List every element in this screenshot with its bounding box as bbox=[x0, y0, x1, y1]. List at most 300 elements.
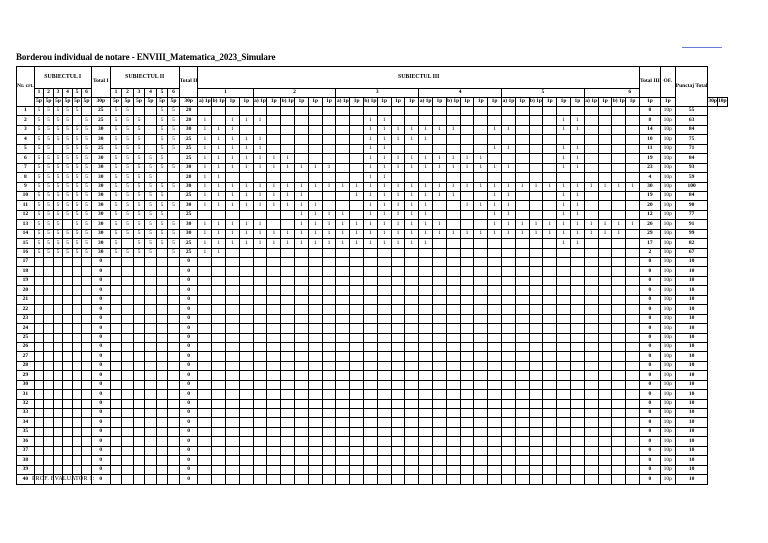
row-number: 3 bbox=[17, 125, 35, 134]
row-number: 28 bbox=[17, 361, 35, 370]
s3-score bbox=[432, 144, 446, 153]
s3-score bbox=[336, 107, 350, 116]
s3-score: 1 bbox=[226, 154, 240, 163]
s3-score bbox=[446, 107, 460, 116]
s2-score bbox=[122, 399, 134, 408]
row-number: 23 bbox=[17, 314, 35, 323]
s2-score bbox=[110, 305, 122, 314]
s3-score: 1 bbox=[405, 191, 419, 200]
s3-score bbox=[405, 314, 419, 323]
s3-score bbox=[543, 135, 557, 144]
s3-score: 1 bbox=[364, 163, 378, 172]
s3-score bbox=[226, 446, 240, 455]
s2-score: 5 bbox=[133, 191, 145, 200]
s3-score: 1 bbox=[267, 229, 281, 238]
s3-score bbox=[570, 352, 584, 361]
s3-score bbox=[501, 173, 515, 182]
table-row bbox=[17, 342, 728, 351]
s3-score bbox=[253, 314, 267, 323]
s3-score bbox=[212, 390, 226, 399]
total1-cell: 0 bbox=[91, 276, 110, 285]
s3-score bbox=[267, 324, 281, 333]
s1-score bbox=[53, 399, 63, 408]
s3-score bbox=[515, 107, 529, 116]
punctaj-total-cell: 67 bbox=[675, 248, 708, 257]
total3-cell: 0 bbox=[639, 456, 660, 465]
total2-cell: 20 bbox=[179, 173, 198, 182]
s3-score bbox=[405, 409, 419, 418]
s2-score: 5 bbox=[122, 173, 134, 182]
total2-cell: 0 bbox=[179, 314, 198, 323]
s3-score: 1 bbox=[267, 239, 281, 248]
header-s3-subpoint: b) 1p bbox=[612, 98, 626, 107]
s3-score bbox=[267, 380, 281, 389]
s3-score: 1 bbox=[295, 182, 309, 191]
s3-score bbox=[267, 361, 281, 370]
total3-cell: 0 bbox=[639, 437, 660, 446]
s3-score bbox=[598, 276, 612, 285]
s3-score bbox=[308, 305, 322, 314]
s3-score: 1 bbox=[198, 239, 212, 248]
s2-score: 5 bbox=[122, 135, 134, 144]
s3-score bbox=[377, 427, 391, 436]
s3-score bbox=[488, 135, 502, 144]
header-s3-subpoint: 1p bbox=[515, 98, 529, 107]
s3-score bbox=[501, 475, 515, 484]
s3-score: 1 bbox=[474, 182, 488, 191]
s3-score bbox=[198, 418, 212, 427]
header-s3-subpoint: 1p bbox=[308, 98, 322, 107]
s3-score: 1 bbox=[364, 191, 378, 200]
s3-score bbox=[364, 258, 378, 267]
s3-score bbox=[419, 352, 433, 361]
s3-score bbox=[557, 173, 571, 182]
s1-score bbox=[82, 342, 92, 351]
s3-score bbox=[446, 475, 460, 484]
s3-score: 1 bbox=[584, 229, 598, 238]
s3-score bbox=[308, 333, 322, 342]
s3-score bbox=[295, 380, 309, 389]
s3-score bbox=[612, 135, 626, 144]
header-s3-subpoint: a) 1p bbox=[336, 98, 350, 107]
row-number: 33 bbox=[17, 409, 35, 418]
s3-score bbox=[350, 144, 364, 153]
s3-score: 1 bbox=[253, 154, 267, 163]
total1-cell: 25 bbox=[91, 116, 110, 125]
s3-score bbox=[350, 258, 364, 267]
s3-score bbox=[419, 258, 433, 267]
s3-score bbox=[350, 267, 364, 276]
s3-score bbox=[474, 267, 488, 276]
s2-score: 5 bbox=[122, 116, 134, 125]
s3-score bbox=[267, 418, 281, 427]
s2-score bbox=[156, 456, 168, 465]
s3-score bbox=[543, 191, 557, 200]
s3-score: 1 bbox=[557, 220, 571, 229]
header-s3-item: 3 bbox=[336, 89, 419, 98]
header-s3-subpoint: 1p bbox=[295, 98, 309, 107]
header-of: OF. bbox=[660, 67, 675, 98]
s3-score bbox=[239, 371, 253, 380]
s2-score bbox=[122, 361, 134, 370]
s3-score bbox=[474, 286, 488, 295]
header-s3-subpoint: 1p bbox=[226, 98, 240, 107]
s1-score bbox=[72, 456, 82, 465]
s3-score bbox=[267, 116, 281, 125]
s3-score bbox=[281, 295, 295, 304]
s2-score bbox=[156, 333, 168, 342]
s1-score: 5 bbox=[34, 220, 44, 229]
s3-score bbox=[350, 201, 364, 210]
s3-score: 1 bbox=[198, 201, 212, 210]
s3-score bbox=[364, 295, 378, 304]
s2-score bbox=[133, 475, 145, 484]
s3-score bbox=[557, 465, 571, 474]
s3-score bbox=[336, 437, 350, 446]
header-s3-subpoint: 1p bbox=[391, 98, 405, 107]
total1-cell: 30 bbox=[91, 248, 110, 257]
s3-score bbox=[612, 248, 626, 257]
s2-score: 5 bbox=[156, 182, 168, 191]
s3-score bbox=[501, 409, 515, 418]
s1-score bbox=[53, 437, 63, 446]
s3-score bbox=[336, 135, 350, 144]
s3-score bbox=[557, 475, 571, 484]
s3-score bbox=[212, 116, 226, 125]
s1-score bbox=[63, 305, 73, 314]
s3-score: 1 bbox=[557, 191, 571, 200]
table-row bbox=[17, 173, 728, 182]
s3-score bbox=[239, 173, 253, 182]
s3-score bbox=[446, 456, 460, 465]
header-s1-item: 4 bbox=[63, 89, 73, 98]
s3-score bbox=[212, 314, 226, 323]
s3-score bbox=[322, 380, 336, 389]
s1-score bbox=[34, 333, 44, 342]
s2-score bbox=[156, 314, 168, 323]
s3-score bbox=[612, 295, 626, 304]
total1-cell: 0 bbox=[91, 446, 110, 455]
s3-score bbox=[350, 409, 364, 418]
s3-score bbox=[198, 267, 212, 276]
s3-score bbox=[432, 135, 446, 144]
s3-score bbox=[239, 286, 253, 295]
row-number: 15 bbox=[17, 239, 35, 248]
s3-score bbox=[212, 380, 226, 389]
s2-score bbox=[122, 286, 134, 295]
s2-score bbox=[122, 465, 134, 474]
s3-score bbox=[543, 173, 557, 182]
s3-score bbox=[543, 418, 557, 427]
table-row bbox=[17, 239, 728, 248]
s3-score bbox=[377, 475, 391, 484]
s3-score bbox=[267, 125, 281, 134]
s3-score bbox=[570, 427, 584, 436]
header-s2-points: 5p bbox=[156, 98, 168, 107]
s3-score bbox=[405, 399, 419, 408]
s3-score bbox=[501, 361, 515, 370]
s2-score bbox=[156, 390, 168, 399]
s2-score bbox=[145, 314, 157, 323]
total1-cell: 30 bbox=[91, 239, 110, 248]
s3-score bbox=[419, 371, 433, 380]
s3-score bbox=[501, 154, 515, 163]
s2-score bbox=[122, 314, 134, 323]
s3-score: 1 bbox=[239, 182, 253, 191]
s3-score bbox=[584, 333, 598, 342]
s3-score bbox=[308, 258, 322, 267]
s1-score: 5 bbox=[34, 163, 44, 172]
s2-score bbox=[145, 352, 157, 361]
s3-score bbox=[598, 258, 612, 267]
s3-score bbox=[419, 437, 433, 446]
s3-score: 1 bbox=[212, 191, 226, 200]
s3-score bbox=[529, 361, 543, 370]
s2-score: 5 bbox=[156, 144, 168, 153]
of-cell: 10p bbox=[660, 116, 675, 125]
s1-score: 5 bbox=[82, 248, 92, 257]
s1-score bbox=[72, 446, 82, 455]
s3-score bbox=[515, 286, 529, 295]
s3-score bbox=[529, 295, 543, 304]
s1-score bbox=[72, 116, 82, 125]
total3-cell: 19 bbox=[639, 191, 660, 200]
s1-score bbox=[72, 295, 82, 304]
s3-score bbox=[570, 390, 584, 399]
header-s3-subpoint: a) 1p bbox=[198, 98, 212, 107]
s3-score: 1 bbox=[239, 191, 253, 200]
s3-score bbox=[488, 154, 502, 163]
total1-cell: 0 bbox=[91, 380, 110, 389]
s3-score bbox=[446, 324, 460, 333]
s3-score bbox=[460, 446, 474, 455]
s1-score bbox=[44, 361, 54, 370]
s3-score: 1 bbox=[612, 229, 626, 238]
header-s3-subpoint: 1p bbox=[474, 98, 488, 107]
s3-score bbox=[308, 361, 322, 370]
s3-score: 1 bbox=[474, 201, 488, 210]
table-row bbox=[17, 107, 728, 116]
total3-cell: 20 bbox=[639, 201, 660, 210]
s3-score bbox=[239, 342, 253, 351]
s2-score: 5 bbox=[133, 135, 145, 144]
s3-score bbox=[295, 418, 309, 427]
total3-cell: 0 bbox=[639, 399, 660, 408]
s3-score bbox=[612, 210, 626, 219]
s3-score bbox=[570, 135, 584, 144]
s3-score bbox=[308, 267, 322, 276]
s3-score bbox=[543, 286, 557, 295]
s3-score: 1 bbox=[419, 210, 433, 219]
s1-score: 5 bbox=[34, 135, 44, 144]
s3-score bbox=[253, 267, 267, 276]
s2-score bbox=[122, 305, 134, 314]
s3-score bbox=[626, 437, 640, 446]
s3-score bbox=[419, 427, 433, 436]
s3-score bbox=[364, 361, 378, 370]
s1-score: 5 bbox=[34, 182, 44, 191]
s2-score bbox=[122, 352, 134, 361]
s3-score bbox=[267, 267, 281, 276]
s2-score bbox=[168, 399, 180, 408]
s3-score bbox=[432, 286, 446, 295]
s3-score bbox=[460, 116, 474, 125]
s2-score bbox=[110, 361, 122, 370]
s3-score bbox=[626, 314, 640, 323]
s3-score bbox=[391, 107, 405, 116]
s3-score bbox=[612, 314, 626, 323]
s3-score bbox=[543, 333, 557, 342]
s3-score bbox=[501, 107, 515, 116]
s3-score: 1 bbox=[281, 239, 295, 248]
header-s3-subpoint: a) 1p bbox=[584, 98, 598, 107]
s3-score bbox=[598, 116, 612, 125]
s3-score bbox=[543, 380, 557, 389]
s3-score bbox=[267, 220, 281, 229]
s3-score: 1 bbox=[501, 191, 515, 200]
s3-score: 1 bbox=[350, 220, 364, 229]
s3-score bbox=[239, 437, 253, 446]
s1-score: 5 bbox=[72, 248, 82, 257]
s1-score: 5 bbox=[53, 125, 63, 134]
header-s2-points: 5p bbox=[122, 98, 134, 107]
s2-score bbox=[110, 456, 122, 465]
s3-score bbox=[212, 210, 226, 219]
s3-score: 1 bbox=[212, 173, 226, 182]
s3-score bbox=[239, 409, 253, 418]
s1-score: 5 bbox=[72, 229, 82, 238]
of-cell: 10p bbox=[660, 201, 675, 210]
s3-score: 1 bbox=[239, 135, 253, 144]
punctaj-total-cell: 10 bbox=[675, 418, 708, 427]
header-s1-points: 5p bbox=[34, 98, 44, 107]
s3-score bbox=[267, 371, 281, 380]
s3-score bbox=[543, 399, 557, 408]
s3-score bbox=[543, 314, 557, 323]
s3-score: 1 bbox=[239, 163, 253, 172]
s2-score: 5 bbox=[110, 248, 122, 257]
header-s1-points: 5p bbox=[72, 98, 82, 107]
s3-score bbox=[212, 352, 226, 361]
s3-score bbox=[322, 295, 336, 304]
s3-score bbox=[391, 314, 405, 323]
s3-score bbox=[350, 333, 364, 342]
s3-score bbox=[295, 342, 309, 351]
s1-score: 5 bbox=[82, 116, 92, 125]
s3-score bbox=[584, 342, 598, 351]
s2-score bbox=[168, 475, 180, 484]
s3-score: 1 bbox=[377, 144, 391, 153]
punctaj-total-cell: 10 bbox=[675, 456, 708, 465]
s1-score bbox=[44, 409, 54, 418]
s3-score: 1 bbox=[460, 163, 474, 172]
s3-score bbox=[350, 475, 364, 484]
header-s3-subpoint: 1p bbox=[405, 98, 419, 107]
s3-score bbox=[584, 107, 598, 116]
s3-score bbox=[281, 125, 295, 134]
total1-cell: 30 bbox=[91, 201, 110, 210]
total1-cell: 25 bbox=[91, 144, 110, 153]
s3-score bbox=[295, 295, 309, 304]
s3-score bbox=[626, 409, 640, 418]
s3-score bbox=[488, 286, 502, 295]
s3-score bbox=[626, 361, 640, 370]
s3-score bbox=[405, 456, 419, 465]
header-s3-subpoint: 1p bbox=[377, 98, 391, 107]
s2-score bbox=[110, 352, 122, 361]
s3-score bbox=[598, 144, 612, 153]
s3-score bbox=[543, 154, 557, 163]
s2-score: 5 bbox=[133, 201, 145, 210]
s3-score bbox=[474, 107, 488, 116]
s3-score bbox=[226, 418, 240, 427]
s3-score bbox=[488, 475, 502, 484]
s3-score bbox=[322, 154, 336, 163]
s3-score bbox=[350, 390, 364, 399]
s3-score bbox=[239, 475, 253, 484]
s1-score bbox=[82, 409, 92, 418]
s3-score: 1 bbox=[377, 191, 391, 200]
s1-score bbox=[63, 295, 73, 304]
s2-score: 5 bbox=[122, 220, 134, 229]
s1-score bbox=[44, 333, 54, 342]
s2-score: 5 bbox=[133, 125, 145, 134]
s3-score bbox=[515, 418, 529, 427]
s3-score: 1 bbox=[488, 201, 502, 210]
s1-score bbox=[34, 361, 44, 370]
s3-score bbox=[460, 475, 474, 484]
punctaj-total-cell: 10 bbox=[675, 475, 708, 484]
s3-score bbox=[295, 409, 309, 418]
s2-score: 5 bbox=[110, 239, 122, 248]
s3-score bbox=[198, 427, 212, 436]
s3-score bbox=[212, 399, 226, 408]
s3-score bbox=[584, 390, 598, 399]
s3-score: 1 bbox=[364, 182, 378, 191]
s3-score bbox=[281, 324, 295, 333]
s1-score bbox=[82, 286, 92, 295]
s3-score bbox=[598, 314, 612, 323]
s2-score bbox=[133, 456, 145, 465]
s3-score: 1 bbox=[198, 220, 212, 229]
s3-score bbox=[198, 314, 212, 323]
s1-score bbox=[72, 342, 82, 351]
s3-score bbox=[281, 248, 295, 257]
row-number: 30 bbox=[17, 380, 35, 389]
s3-score bbox=[391, 333, 405, 342]
s3-score bbox=[584, 201, 598, 210]
s3-score bbox=[501, 324, 515, 333]
s3-score bbox=[460, 135, 474, 144]
total3-cell: 0 bbox=[639, 267, 660, 276]
s3-score bbox=[350, 465, 364, 474]
s3-score bbox=[474, 333, 488, 342]
s3-score: 1 bbox=[281, 163, 295, 172]
s3-score bbox=[474, 361, 488, 370]
s3-score bbox=[460, 258, 474, 267]
s1-score: 5 bbox=[72, 239, 82, 248]
s3-score: 1 bbox=[322, 220, 336, 229]
s3-score bbox=[198, 286, 212, 295]
s2-score bbox=[145, 437, 157, 446]
s3-score bbox=[432, 258, 446, 267]
header-total3-points: 30p bbox=[708, 98, 718, 107]
s3-score bbox=[405, 361, 419, 370]
s3-score: 1 bbox=[391, 125, 405, 134]
s3-score bbox=[529, 154, 543, 163]
s3-score bbox=[226, 333, 240, 342]
s3-score bbox=[432, 333, 446, 342]
